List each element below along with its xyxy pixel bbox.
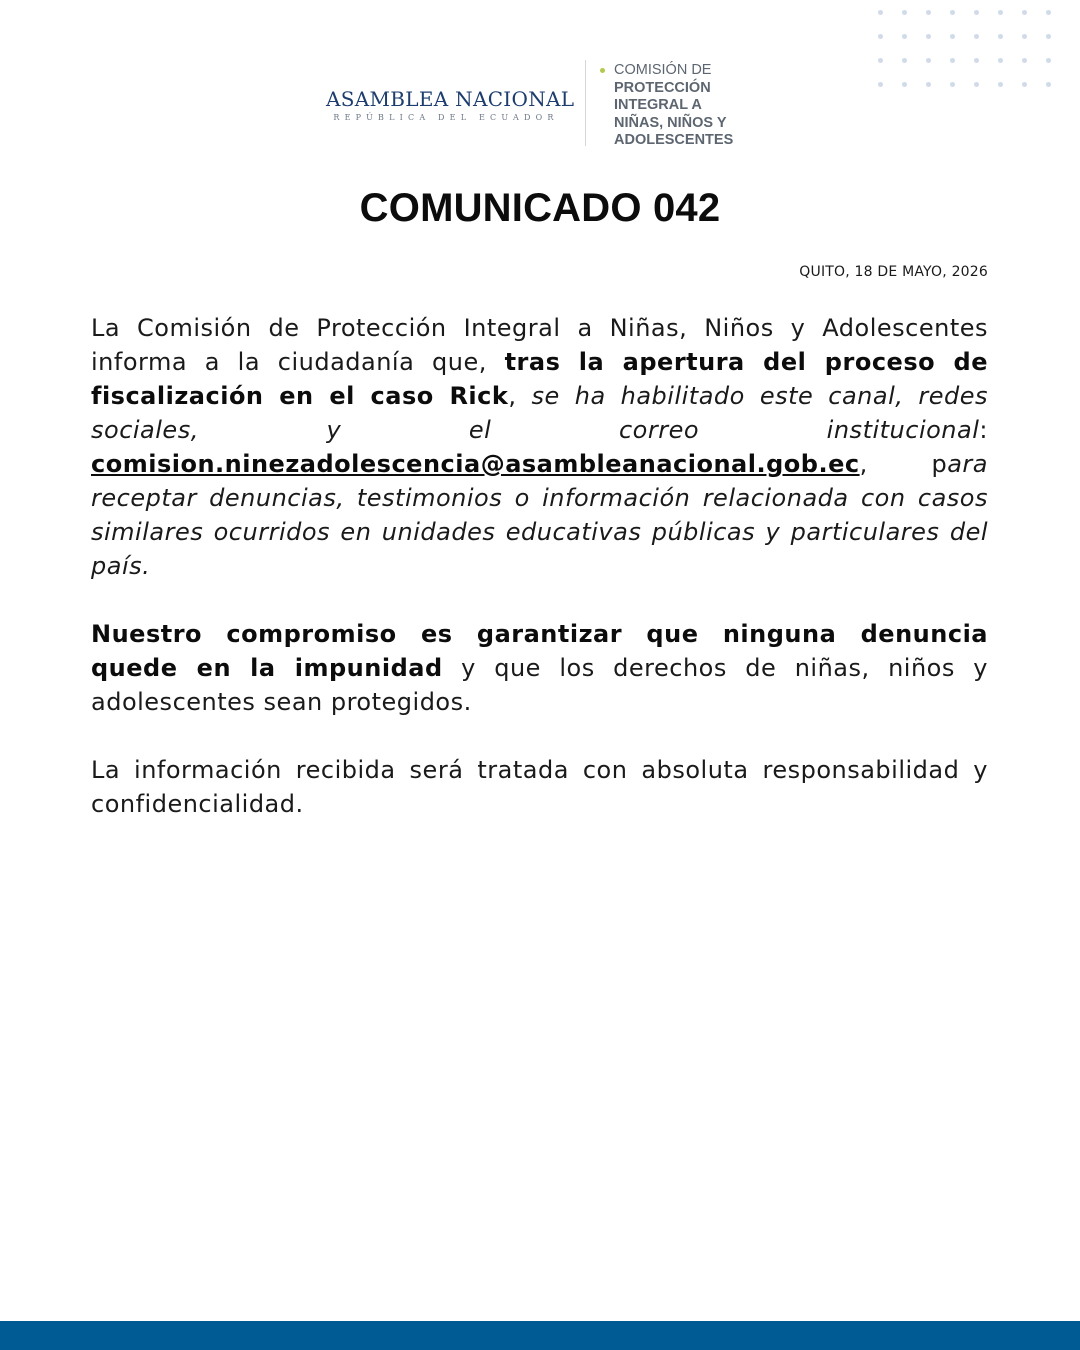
assembly-name: ASAMBLEA NACIONAL xyxy=(326,87,575,111)
commission-line: COMISIÓN DE xyxy=(614,62,712,78)
date-line: QUITO, 18 DE MAYO, 2026 xyxy=(799,264,988,280)
commission-line: NIÑAS, NIÑOS Y xyxy=(614,114,727,131)
commission-line: PROTECCIÓN xyxy=(614,79,711,96)
commission-line: ADOLESCENTES xyxy=(614,132,734,148)
footer-bar xyxy=(0,1321,1080,1350)
commission-logo xyxy=(600,62,733,150)
paragraph-1: La Comisión de Protección Integral a Niñas, Niños y Adolescentes informa a la ciudadanía que, tras la apertura del proceso de fiscalización en el caso Rick, se ha habilitado este canal, redes sociales, y el correo institucional: comision.ninezadolescencia@asambleanacional.gob.ec, para receptar denuncias, testimonios o información relacionada con casos similares ocurridos en unidades educativas públicas y particulares del país. xyxy=(91,314,988,580)
decorative-dot-grid xyxy=(868,0,1068,110)
page-title: COMUNICADO 042 xyxy=(359,186,721,230)
statement-body xyxy=(91,311,988,855)
logo-divider xyxy=(585,60,586,146)
paragraph-3: La información recibida será tratada con absoluta responsabilidad y confidencialidad. xyxy=(91,756,988,818)
commission-bullet-icon xyxy=(600,68,605,73)
commission-line: INTEGRAL A xyxy=(614,97,702,113)
paragraph-2: Nuestro compromiso es garantizar que ninguna denuncia quede en la impunidad y que los derechos de niñas, niños y adolescentes sean protegidos. xyxy=(91,620,988,716)
assembly-subtitle: REPÚBLICA DEL ECUADOR xyxy=(333,113,559,122)
email-link[interactable]: comision.ninezadolescencia@asambleanacional.gob.ec xyxy=(91,450,860,478)
asamblea-nacional-logo xyxy=(326,87,575,122)
